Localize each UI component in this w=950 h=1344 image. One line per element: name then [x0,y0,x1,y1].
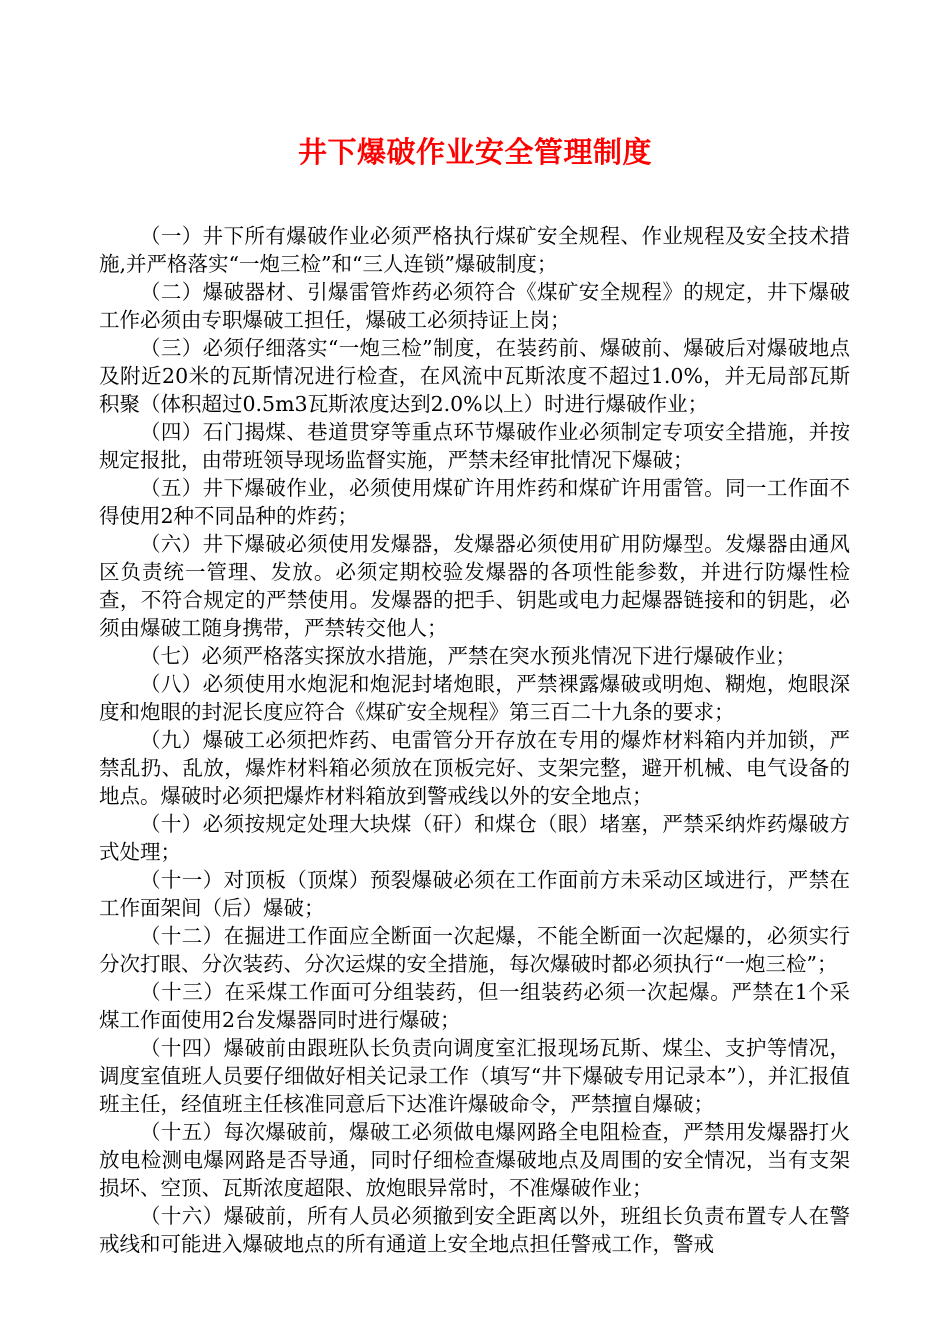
paragraph-8: （八）必须使用水炮泥和炮泥封堵炮眼，严禁裸露爆破或明炮、糊炮，炮眼深度和炮眼的封泥长度应符合《煤矿安全规程》第三百二十九条的要求； [99,672,850,724]
paragraph-13: （十三）在采煤工作面可分组装药，但一组装药必须一次起爆。严禁在1个采煤工作面使用2台发爆器同时进行爆破； [99,980,850,1032]
document-body [99,222,850,1258]
paragraph-15: （十五）每次爆破前，爆破工必须做电爆网路全电阻检查，严禁用发爆器打火放电检测电爆网路是否导通，同时仔细检查爆破地点及周围的安全情况，当有支架损坏、空顶、瓦斯浓度超限、放炮眼异常时，不准爆破作业； [99,1120,850,1200]
paragraph-1: （一）井下所有爆破作业必须严格执行煤矿安全规程、作业规程及安全技术措施,并严格落实“一炮三检”和“三人连锁”爆破制度； [99,224,850,276]
document-title: 井下爆破作业安全管理制度 [297,135,652,169]
paragraph-4: （四）石门揭煤、巷道贯穿等重点环节爆破作业必须制定专项安全措施，并按规定报批，由带班领导现场监督实施，严禁未经审批情况下爆破； [99,420,850,472]
paragraph-10: （十）必须按规定处理大块煤（矸）和煤仓（眼）堵塞，严禁采纳炸药爆破方式处理； [99,812,850,864]
paragraph-12: （十二）在掘进工作面应全断面一次起爆，不能全断面一次起爆的，必须实行分次打眼、分次装药、分次运煤的安全措施，每次爆破时都必须执行“一炮三检”； [99,924,850,976]
paragraph-16: （十六）爆破前，所有人员必须撤到安全距离以外，班组长负责布置专人在警戒线和可能进入爆破地点的所有通道上安全地点担任警戒工作，警戒 [99,1204,850,1256]
paragraph-9: （九）爆破工必须把炸药、电雷管分开存放在专用的爆炸材料箱内并加锁，严禁乱扔、乱放，爆炸材料箱必须放在顶板完好、支架完整，避开机械、电气设备的地点。爆破时必须把爆炸材料箱放到警戒线以外的安全地点； [99,728,850,808]
paragraph-3: （三）必须仔细落实“一炮三检”制度，在装药前、爆破前、爆破后对爆破地点及附近20米的瓦斯情况进行检查，在风流中瓦斯浓度不超过1.0%，并无局部瓦斯积聚（体积超过0.5m3瓦斯浓度达到2.0%以上）时进行爆破作业； [99,336,850,416]
paragraph-6: （六）井下爆破必须使用发爆器，发爆器必须使用矿用防爆型。发爆器由通风区负责统一管理、发放。必须定期校验发爆器的各项性能参数，并进行防爆性检查，不符合规定的严禁使用。发爆器的把手、钥匙或电力起爆器链接和的钥匙，必须由爆破工随身携带，严禁转交他人； [99,532,850,640]
paragraph-5: （五）井下爆破作业，必须使用煤矿许用炸药和煤矿许用雷管。同一工作面不得使用2种不同品种的炸药； [99,476,850,528]
paragraph-7: （七）必须严格落实探放水措施，严禁在突水预兆情况下进行爆破作业； [140,644,796,668]
paragraph-2: （二）爆破器材、引爆雷管炸药必须符合《煤矿安全规程》的规定，井下爆破工作必须由专职爆破工担任，爆破工必须持证上岗； [99,280,850,332]
paragraph-14: （十四）爆破前由跟班队长负责向调度室汇报现场瓦斯、煤尘、支护等情况，调度室值班人员要仔细做好相关记录工作（填写“井下爆破专用记录本”），并汇报值班主任，经值班主任核准同意后下达准许爆破命令，严禁擅自爆破； [99,1036,850,1116]
paragraph-11: （十一）对顶板（顶煤）预裂爆破必须在工作面前方未采动区域进行，严禁在工作面架间（后）爆破； [99,868,850,920]
